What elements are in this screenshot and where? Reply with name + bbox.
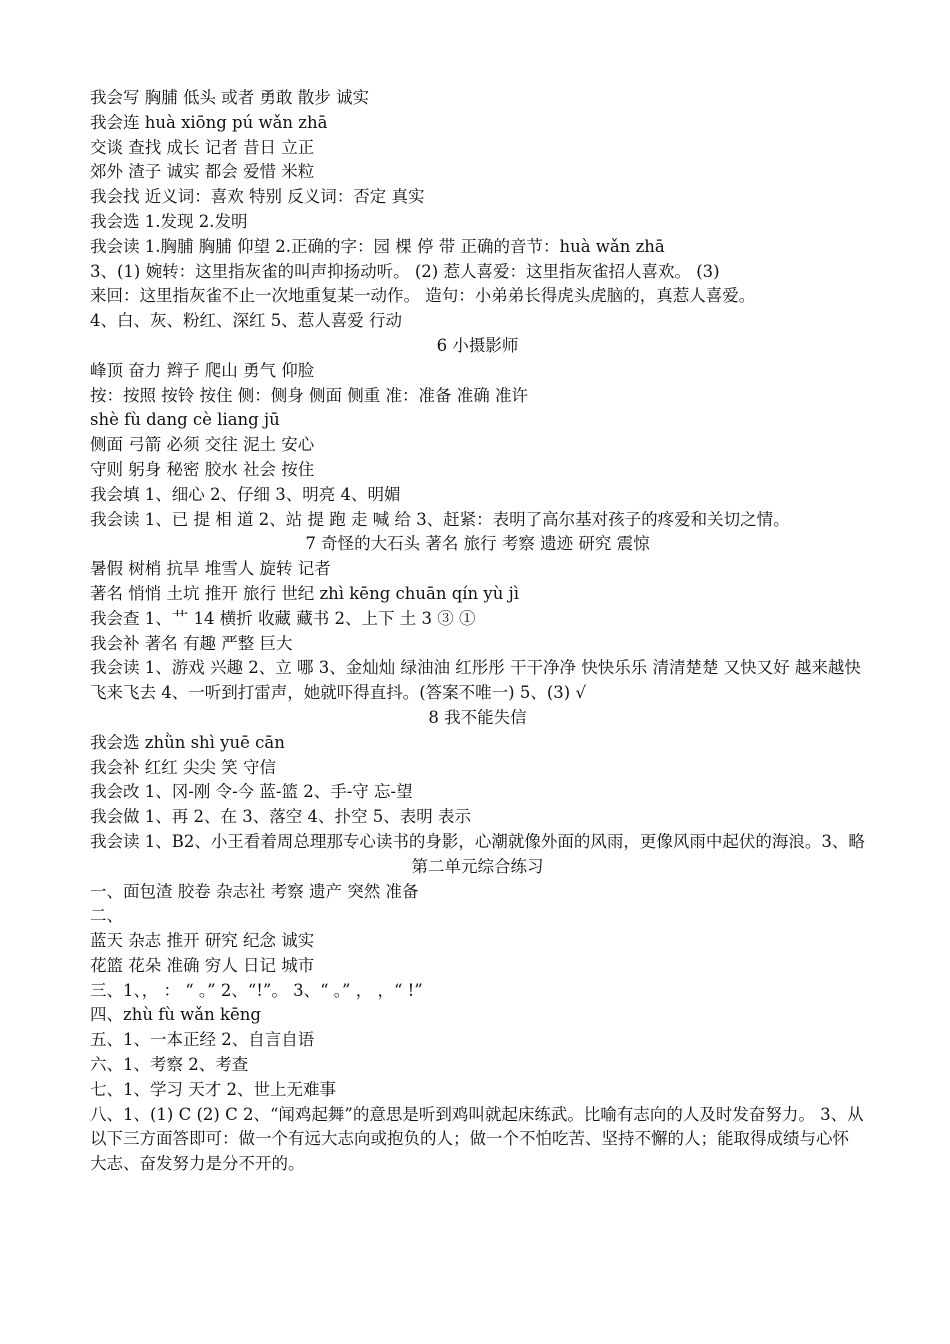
text-line: 我会补 红红 尖尖 笑 守信 (90, 757, 276, 777)
text-line: 六、1、考察 2、考查 (90, 1055, 249, 1075)
text-line: 我会找 近义词：喜欢 特别 反义词：否定 真实 (90, 187, 425, 207)
text-line: 四、zhù fù wǎn kēng (90, 1005, 261, 1025)
text-line: 3、(1) 婉转：这里指灰雀的叫声抑扬动听。 (2) 惹人喜爱：这里指灰雀招人喜欢。 (3) (90, 261, 720, 281)
text-line: 花篮 花朵 准确 穷人 日记 城市 (90, 955, 315, 975)
text-line: 我会补 著名 有趣 严整 巨大 (90, 633, 293, 653)
text-line: 交谈 查找 成长 记者 昔日 立正 (90, 137, 315, 157)
text-line: 著名 悄悄 土坑 推开 旅行 世纪 zhì kēng chuān qín yù jì (90, 583, 520, 603)
text-line: shè fù dang cè liang jū (90, 410, 280, 430)
text-line: 七、1、学习 天才 2、世上无难事 (90, 1079, 336, 1099)
text-paragraph: 我会读 1、已 提 相 道 2、站 提 跑 走 喊 给 3、赶紧：表明了高尔基对孩子的疼爱和关切之情。 (90, 509, 790, 529)
text-line: 峰顶 奋力 辫子 爬山 勇气 仰脸 (90, 360, 315, 380)
text-paragraph: 我会读 1、游戏 兴趣 2、立 哪 3、金灿灿 绿油油 红彤彤 干干净净 快快乐乐 清清楚楚 又快又好 越来越快 飞来飞去 4、一听到打雷声，她就吓得直抖。(答案不唯一) 5、(3) √ (90, 658, 861, 703)
text-line: 一、面包渣 胶卷 杂志社 考察 遗产 突然 准备 (90, 881, 419, 901)
text-line: 三、1、， ： “ 。” 2、“!”。 3、“ 。” ， ，“ !” (90, 980, 423, 1000)
text-line: 我会选 zhǜn shì yuē cān (90, 732, 285, 752)
text-paragraph: 八、1、(1) C (2) C 2、“闻鸡起舞”的意思是听到鸡叫就起床练武。比喻有志向的人及时发奋努力。 3、从以下三方面答即可：做一个有远大志向或抱负的人；做一个不怕吃苦、坚持不懈的人；能取得成绩与心怀大志、奋发努力是分不开的。 (90, 1104, 864, 1174)
text-line: 我会读 1.胸脯 胸脯 仰望 2.正确的字：园 棵 停 带 正确的音节：huà wǎn zhā (90, 236, 665, 256)
text-line: 我会改 1、冈-刚 令-今 蓝-篮 2、手-守 忘-望 (90, 782, 413, 802)
text-line: 我会查 1、艹 14 横折 收藏 藏书 2、上下 土 3 ③ ① (90, 608, 476, 628)
answer-document (90, 86, 865, 1177)
text-line: 五、1、一本正经 2、自言自语 (90, 1030, 315, 1050)
text-paragraph: 我会读 1、B2、小王看着周总理那专心读书的身影，心潮就像外面的风雨，更像风雨中起伏的海浪。3、略 (90, 831, 865, 851)
text-line: 郊外 渣子 诚实 都会 爱惜 米粒 (90, 162, 315, 182)
text-line: 侧面 弓箭 必须 交往 泥土 安心 (90, 435, 315, 455)
text-line: 来回：这里指灰雀不止一次地重复某一动作。 造句：小弟弟长得虎头虎脑的，真惹人喜爱。 (90, 286, 756, 306)
text-line: 蓝天 杂志 推开 研究 纪念 诚实 (90, 931, 315, 951)
section-title: 7 奇怪的大石头 著名 旅行 考察 遗迹 研究 震惊 (305, 534, 650, 554)
text-line: 暑假 树梢 抗旱 堆雪人 旋转 记者 (90, 559, 331, 579)
text-line: 二、 (90, 906, 123, 926)
text-line: 我会选 1.发现 2.发明 (90, 211, 248, 231)
text-line: 我会写 胸脯 低头 或者 勇敢 散步 诚实 (90, 88, 369, 107)
text-line: 守则 躬身 秘密 胶水 社会 按住 (90, 459, 315, 479)
text-line: 我会做 1、再 2、在 3、落空 4、扑空 5、表明 表示 (90, 807, 471, 827)
section-title: 6 小摄影师 (436, 335, 519, 355)
section-title: 第二单元综合练习 (411, 856, 544, 876)
section-title: 8 我不能失信 (428, 707, 527, 727)
text-line: 我会填 1、细心 2、仔细 3、明亮 4、明媚 (90, 484, 401, 504)
text-line: 按：按照 按铃 按住 侧：侧身 侧面 侧重 准：准备 准确 准许 (90, 385, 528, 405)
text-line: 我会连 huà xiōng pú wǎn zhā (90, 112, 328, 132)
text-line: 4、白、灰、粉红、深红 5、惹人喜爱 行动 (90, 311, 402, 331)
